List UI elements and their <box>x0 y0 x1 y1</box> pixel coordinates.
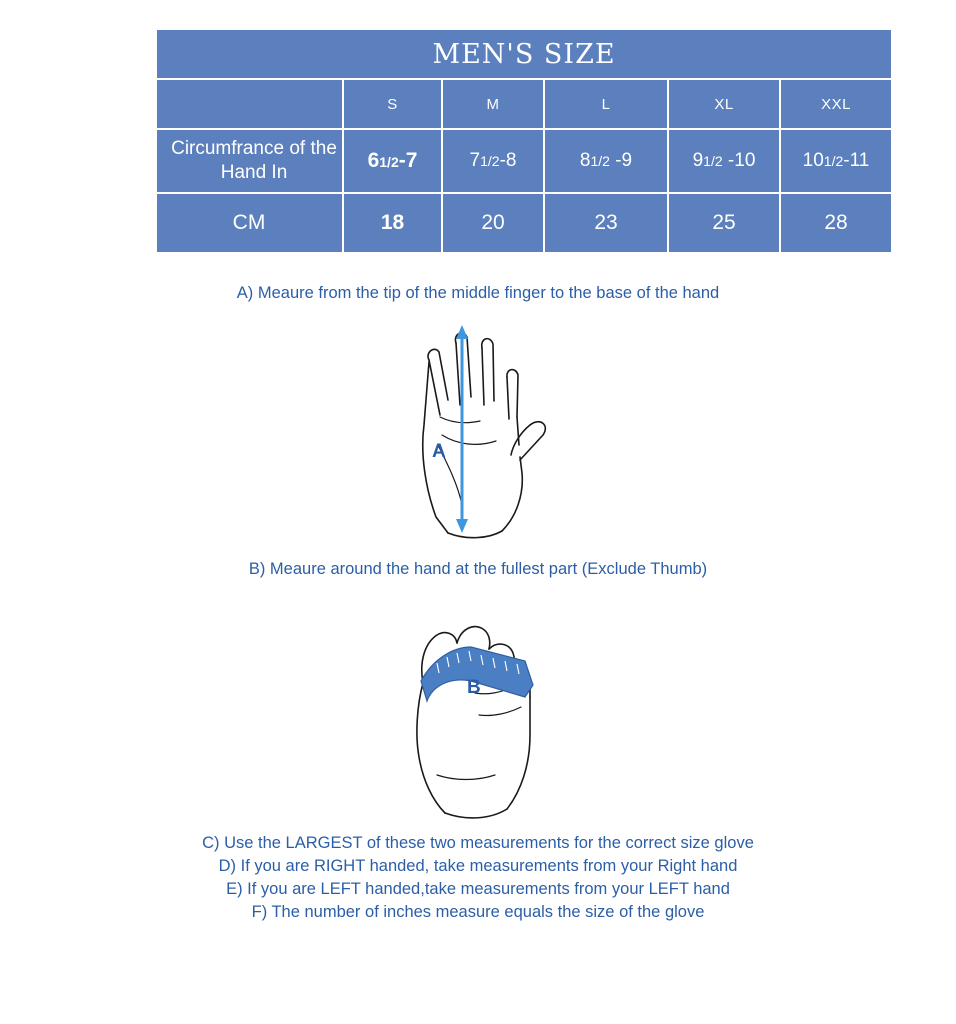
cell-circumference-m <box>443 130 543 192</box>
cell-cm-l: 23 <box>545 194 667 252</box>
header-size-l: L <box>545 80 667 128</box>
cell-value-whole: 10 <box>802 150 824 171</box>
cell-cm-s: 18 <box>344 194 441 252</box>
caption-a: A) Meaure from the tip of the middle finger to the base of the hand <box>236 284 720 302</box>
row-label-circumference: Circumfrance of the Hand In <box>157 130 342 192</box>
cell-value-fraction: 1/2 <box>480 153 500 169</box>
note-c: C) Use the LARGEST of these two measurements for the correct size glove <box>202 834 754 852</box>
table-title-row <box>157 30 891 78</box>
header-size-m: M <box>443 80 543 128</box>
cell-value-tail: -7 <box>398 149 418 172</box>
table-row <box>157 130 891 192</box>
cell-value-fraction: 1/2 <box>703 153 723 169</box>
cell-value-tail: -8 <box>499 150 517 171</box>
note-e: E) If you are LEFT handed,take measurements from your LEFT hand <box>226 880 730 898</box>
hand-circumference-illustration <box>375 585 585 830</box>
table-row <box>157 194 891 252</box>
header-size-s: S <box>344 80 441 128</box>
cell-value-whole: 6 <box>367 149 380 172</box>
note-d: D) If you are RIGHT handed, take measurements from your Right hand <box>218 857 738 875</box>
cell-value-tail: -9 <box>609 150 633 171</box>
cell-value-tail: -11 <box>843 150 870 171</box>
cell-circumference-xxl <box>781 130 891 192</box>
cell-value-fraction: 1/2 <box>823 153 844 169</box>
figure-a-letter: A <box>432 441 446 462</box>
header-size-xl: XL <box>669 80 779 128</box>
hand-length-illustration <box>370 305 590 555</box>
note-f: F) The number of inches measure equals the size of the glove <box>251 903 705 921</box>
open-hand-icon <box>370 305 590 550</box>
figure-b-letter: B <box>467 677 481 698</box>
table-header-row <box>157 80 891 128</box>
cell-cm-m: 20 <box>443 194 543 252</box>
size-table <box>155 28 893 254</box>
row-label-cm: CM <box>157 194 342 252</box>
cell-value-whole: 7 <box>469 150 481 171</box>
footer-notes <box>0 832 956 924</box>
cell-cm-xl: 25 <box>669 194 779 252</box>
cell-value-fraction: 1/2 <box>590 153 610 169</box>
header-size-xxl: XXL <box>781 80 891 128</box>
fist-with-tape-icon <box>375 585 585 825</box>
cell-cm-xxl: 28 <box>781 194 891 252</box>
cell-value-whole: 8 <box>579 150 591 171</box>
cell-value-whole: 9 <box>692 150 704 171</box>
size-table-container <box>155 28 875 254</box>
measurement-arrow-a <box>456 325 468 533</box>
cell-value-fraction: 1/2 <box>379 154 399 170</box>
header-corner-cell <box>157 80 342 128</box>
table-title: MEN'S SIZE <box>157 30 891 78</box>
cell-circumference-xl <box>669 130 779 192</box>
cell-value-tail: -10 <box>722 150 756 171</box>
cell-circumference-s <box>344 130 441 192</box>
cell-circumference-l <box>545 130 667 192</box>
caption-b: B) Meaure around the hand at the fullest part (Exclude Thumb) <box>248 560 708 578</box>
